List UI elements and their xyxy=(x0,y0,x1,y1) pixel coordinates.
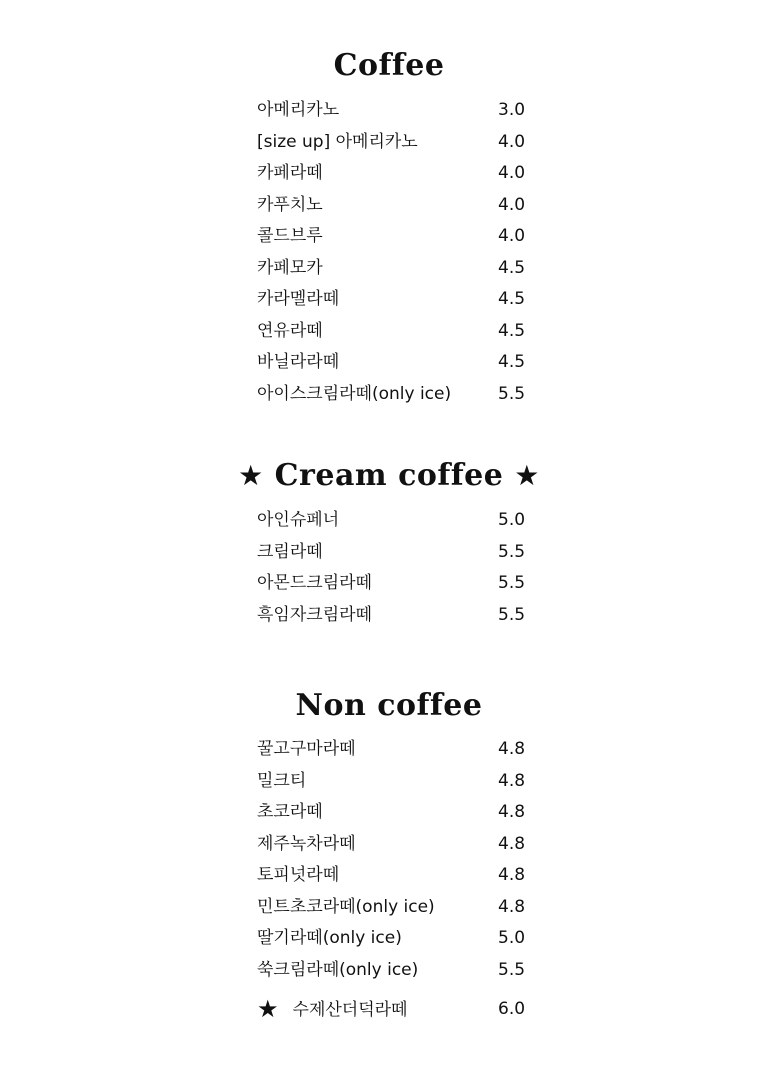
item-price: 5.5 xyxy=(498,541,526,562)
section-title-text: Non coffee xyxy=(295,688,483,723)
section-title-text: Coffee xyxy=(333,48,445,83)
star-icon: ★ xyxy=(238,459,264,492)
section-title-text: Cream coffee xyxy=(274,458,504,493)
section-title-cream-coffee xyxy=(0,458,778,494)
item-name: 아인슈페너 xyxy=(257,510,340,530)
section-title-non-coffee xyxy=(0,688,778,724)
item-price: 4.5 xyxy=(498,257,526,278)
list-item xyxy=(257,770,557,802)
item-name: 쑥크림라떼(only ice) xyxy=(257,959,419,980)
list-item xyxy=(257,833,557,865)
list-item xyxy=(257,99,557,131)
list-item xyxy=(257,896,557,928)
list-item xyxy=(257,225,557,257)
item-price: 4.8 xyxy=(498,896,526,917)
special-item-name-wrap xyxy=(257,996,407,1023)
item-price: 4.5 xyxy=(498,352,526,372)
list-item xyxy=(257,320,557,352)
list-item xyxy=(257,927,557,959)
item-name: 연유라떼 xyxy=(257,320,323,341)
list-item xyxy=(257,162,557,194)
item-price: 4.8 xyxy=(498,833,526,854)
list-item xyxy=(257,509,557,541)
item-price: 5.5 xyxy=(498,573,526,593)
item-name: 아메리카노 xyxy=(257,100,340,120)
list-item xyxy=(257,288,557,320)
item-price: 5.5 xyxy=(498,383,526,404)
item-name: 카푸치노 xyxy=(257,194,323,215)
item-name: 딸기라떼(only ice) xyxy=(257,928,402,948)
list-item xyxy=(257,864,557,896)
item-price: 3.0 xyxy=(498,100,526,120)
list-item xyxy=(257,801,557,833)
item-price: 5.0 xyxy=(498,928,526,948)
special-item-name: 수제산더덕라떼 xyxy=(292,1000,408,1020)
coffee-item-list xyxy=(257,99,557,414)
item-price: 5.0 xyxy=(498,510,526,530)
item-name: 토피넛라떼 xyxy=(257,865,340,885)
section-title-coffee xyxy=(0,48,778,84)
item-price: 4.0 xyxy=(498,226,526,246)
list-item xyxy=(257,383,557,415)
item-name: 카라멜라떼 xyxy=(257,289,340,309)
item-name: 밀크티 xyxy=(257,770,307,791)
item-name: 카페라떼 xyxy=(257,163,323,183)
item-price: 4.8 xyxy=(498,802,526,822)
list-item xyxy=(257,572,557,604)
item-price: 4.0 xyxy=(498,131,526,152)
list-item xyxy=(257,541,557,573)
item-name: 꿀고구마라떼 xyxy=(257,739,356,759)
item-name: 아몬드크림라떼 xyxy=(257,573,372,593)
item-name: [size up] 아메리카노 xyxy=(257,131,418,152)
list-item xyxy=(257,131,557,163)
list-item xyxy=(257,604,557,636)
special-menu-item xyxy=(257,996,557,1026)
item-name: 아이스크림라떼(only ice) xyxy=(257,383,452,404)
list-item xyxy=(257,194,557,226)
item-price: 4.5 xyxy=(498,320,526,341)
list-item xyxy=(257,257,557,289)
item-name: 제주녹차라떼 xyxy=(257,833,356,854)
non-coffee-item-list xyxy=(257,738,557,990)
item-name: 콜드브루 xyxy=(257,226,323,246)
list-item xyxy=(257,738,557,770)
item-price: 4.0 xyxy=(498,163,526,183)
item-name: 초코라떼 xyxy=(257,802,323,822)
list-item xyxy=(257,351,557,383)
list-item xyxy=(257,959,557,991)
item-price: 4.8 xyxy=(498,739,526,759)
star-icon: ★ xyxy=(257,995,279,1023)
special-item-price: 6.0 xyxy=(498,999,526,1019)
item-price: 4.0 xyxy=(498,194,526,215)
item-price: 4.5 xyxy=(498,289,526,309)
item-name: 크림라떼 xyxy=(257,541,323,562)
item-price: 4.8 xyxy=(498,865,526,885)
item-name: 흑임자크림라떼 xyxy=(257,604,372,625)
item-price: 5.5 xyxy=(498,959,526,980)
item-name: 카페모카 xyxy=(257,257,323,278)
cream-coffee-item-list xyxy=(257,509,557,635)
star-icon: ★ xyxy=(514,459,540,492)
item-name: 바닐라라떼 xyxy=(257,352,340,372)
item-price: 4.8 xyxy=(498,770,526,791)
item-name: 민트초코라떼(only ice) xyxy=(257,896,435,917)
item-price: 5.5 xyxy=(498,604,526,625)
